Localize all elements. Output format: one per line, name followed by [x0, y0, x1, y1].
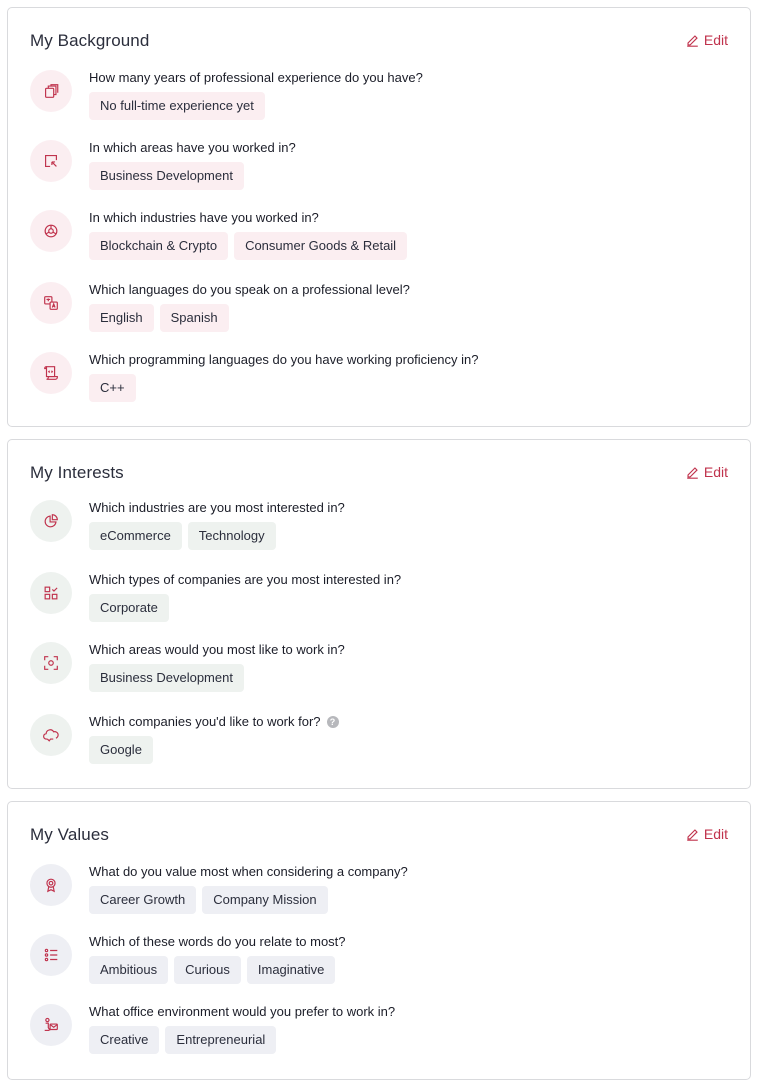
- question-text: Which programming languages do you have working proficiency in?: [89, 352, 479, 367]
- question-text: Which industries are you most interested in?: [89, 500, 345, 515]
- office-icon: [30, 1004, 72, 1046]
- background-edit-button[interactable]: [686, 32, 728, 48]
- answer-tags: [89, 1026, 276, 1054]
- answer-tag: Curious: [174, 956, 241, 984]
- question-text: Which languages do you speak on a professional level?: [89, 282, 410, 297]
- cloud-icon: [30, 714, 72, 756]
- question-text: Which types of companies are you most interested in?: [89, 572, 402, 587]
- answer-tag: Company Mission: [202, 886, 327, 914]
- answer-tag: C++: [89, 374, 136, 402]
- question-text: What office environment would you prefer to work in?: [89, 1004, 396, 1019]
- answer-tags: [89, 736, 153, 764]
- answer-tag: Corporate: [89, 594, 169, 622]
- answer-tag: Imaginative: [247, 956, 335, 984]
- answer-tag: English: [89, 304, 154, 332]
- answer-tag: eCommerce: [89, 522, 182, 550]
- question-text: In which areas have you worked in?: [89, 140, 296, 155]
- answer-tags: [89, 232, 407, 260]
- question-label: Which companies you'd like to work for?: [89, 714, 321, 729]
- grid-check-icon: [30, 572, 72, 614]
- question-text: [89, 714, 339, 729]
- cursor-select-icon: [30, 140, 72, 182]
- answer-tag: Career Growth: [89, 886, 196, 914]
- answer-tag: Creative: [89, 1026, 159, 1054]
- interests-header: [30, 463, 728, 485]
- edit-label: Edit: [703, 32, 728, 48]
- values-card: [7, 801, 751, 1080]
- code-scroll-icon: [30, 352, 72, 394]
- answer-tag: Spanish: [160, 304, 229, 332]
- focus-frame-icon: [30, 642, 72, 684]
- values-title: My Values: [30, 825, 110, 844]
- answer-tags: [89, 664, 244, 692]
- answer-tags: [89, 162, 244, 190]
- interests-edit-button[interactable]: [686, 464, 728, 480]
- answer-tags: [89, 522, 276, 550]
- award-icon: [30, 864, 72, 906]
- answer-tag: Google: [89, 736, 153, 764]
- interests-card: [7, 439, 751, 789]
- pie-slice-icon: [30, 500, 72, 542]
- interests-title: My Interests: [30, 463, 124, 482]
- answer-tag: Ambitious: [89, 956, 168, 984]
- background-title: My Background: [30, 31, 150, 50]
- help-icon[interactable]: ?: [327, 716, 339, 728]
- edit-label: Edit: [703, 826, 728, 842]
- edit-label: Edit: [703, 464, 728, 480]
- background-header: [30, 31, 728, 53]
- answer-tags: [89, 886, 328, 914]
- answer-tags: [89, 304, 229, 332]
- answer-tag: Blockchain & Crypto: [89, 232, 228, 260]
- pencil-icon: [686, 34, 699, 47]
- pencil-icon: [686, 828, 699, 841]
- answer-tags: [89, 956, 335, 984]
- question-text: In which industries have you worked in?: [89, 210, 319, 225]
- list-icon: [30, 934, 72, 976]
- copy-icon: [30, 70, 72, 112]
- answer-tags: [89, 374, 136, 402]
- question-text: How many years of professional experience do you have?: [89, 70, 423, 85]
- answer-tag: Consumer Goods & Retail: [234, 232, 407, 260]
- question-text: Which areas would you most like to work in?: [89, 642, 345, 657]
- answer-tag: No full-time experience yet: [89, 92, 265, 120]
- background-card: [7, 7, 751, 427]
- answer-tag: Technology: [188, 522, 276, 550]
- question-text: Which of these words do you relate to most?: [89, 934, 346, 949]
- answer-tags: [89, 92, 265, 120]
- pie-chart-icon: [30, 210, 72, 252]
- answer-tag: Business Development: [89, 664, 244, 692]
- answer-tag: Entrepreneurial: [165, 1026, 276, 1054]
- values-header: [30, 825, 728, 847]
- pencil-icon: [686, 466, 699, 479]
- answer-tags: [89, 594, 169, 622]
- translate-icon: [30, 282, 72, 324]
- answer-tag: Business Development: [89, 162, 244, 190]
- values-edit-button[interactable]: [686, 826, 728, 842]
- question-text: What do you value most when considering a company?: [89, 864, 408, 879]
